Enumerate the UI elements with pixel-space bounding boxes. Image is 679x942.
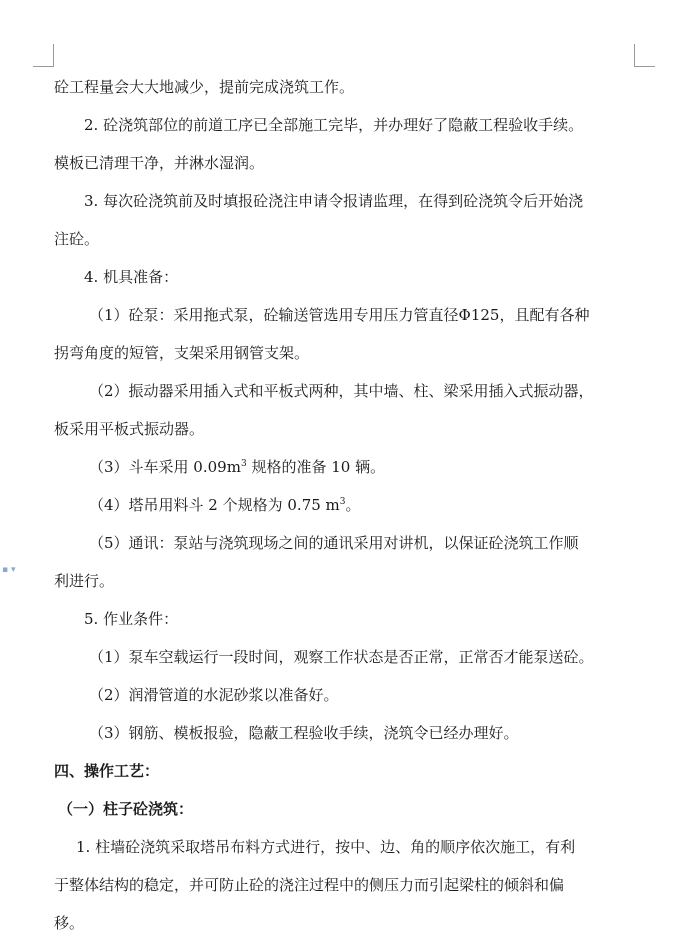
text-line: 利进行。 <box>54 572 115 590</box>
text-line: （2）振动器采用插入式和平板式两种，其中墙、柱、梁采用插入式振动器， <box>89 382 594 400</box>
text-line: （2）润滑管道的水泥砂浆以准备好。 <box>89 686 339 704</box>
text-line: 模板已清理干净，并淋水湿润。 <box>54 154 265 172</box>
text-line-item-3 <box>54 448 634 486</box>
page-corner-mark-top-left <box>33 44 54 67</box>
document-page <box>54 68 634 942</box>
paragraph-marker-icon: ▪ ▾ <box>2 565 16 575</box>
item3-text-end: 规格的准备 10 辆。 <box>246 458 386 476</box>
item4-superscript: 3 <box>339 497 346 507</box>
subsection-heading: （一）柱子砼浇筑： <box>58 800 194 818</box>
text-line: 于整体结构的稳定，并可防止砼的浇注过程中的侧压力而引起梁柱的倾斜和偏 <box>54 876 565 894</box>
text-line: 4. 机具准备： <box>84 268 179 286</box>
text-line: （3）钢筋、模板报验，隐蔽工程验收手续，浇筑令已经办理好。 <box>89 724 519 742</box>
text-line: 5. 作业条件： <box>84 610 179 628</box>
text-line: 移。 <box>54 914 85 932</box>
text-line: 砼工程量会大大地减少，提前完成浇筑工作。 <box>54 78 355 96</box>
text-line: 拐弯角度的短管，支架采用钢管支架。 <box>54 344 310 362</box>
text-line: 1. 柱墙砼浇筑采取塔吊布料方式进行，按中、边、角的顺序依次施工，有利 <box>76 838 576 856</box>
text-line: 注砼。 <box>54 230 100 248</box>
item3-superscript: 3 <box>240 459 247 469</box>
item3-text: （3）斗车采用 0.09m <box>89 458 241 476</box>
text-line: 2. 砼浇筑部位的前道工序已全部施工完毕，并办理好了隐蔽工程验收手续。 <box>84 116 584 134</box>
page-corner-mark-top-right <box>634 44 655 67</box>
text-line: （5）通讯：泵站与浇筑现场之间的通讯采用对讲机，以保证砼浇筑工作顺 <box>89 534 579 552</box>
text-line: 板采用平板式振动器。 <box>54 420 205 438</box>
text-line: （1）砼泵：采用拖式泵，砼输送管选用专用压力管直径Φ125，且配有各种 <box>89 306 590 324</box>
section-heading: 四、操作工艺： <box>54 762 160 780</box>
item4-text-end: 。 <box>345 496 361 514</box>
text-line: 3. 每次砼浇筑前及时填报砼浇注申请令报请监理，在得到砼浇筑令后开始浇 <box>84 192 584 210</box>
item4-text: （4）塔吊用料斗 2 个规格为 0.75 m <box>89 496 340 514</box>
text-line: （1）泵车空载运行一段时间，观察工作状态是否正常，正常否才能泵送砼。 <box>89 648 594 666</box>
text-line-item-4 <box>54 486 634 524</box>
